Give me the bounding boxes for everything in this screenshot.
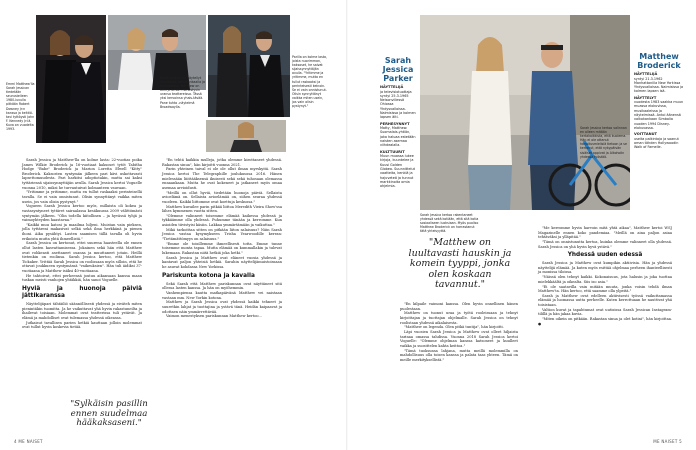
profile-matthew <box>634 52 684 150</box>
paragraph: "Emme ole toisillemme ihmeellisesti totta. Emme tunne toisemme monta tapaa. Mutta elämää on kummallakin ja tulevat lukemaan. Rakastan niitä hetkiä joka hetki." <box>162 241 282 255</box>
paragraph: Valtion kuvat ja tapahtumat ovat uutisissa Sarah Jessican Instagram-tilillä ja hän jakaa kuvia. <box>538 307 672 317</box>
paragraph: "Olemme valinneet toisemme elämää kaikessa yhdessä ja tykkäämme olla yhdessä. Puhumme tänään ja kerromme. Kun asioiden tiivistyisi käsiin. Lakkaa ymmärtämään ja vaikuttaa." <box>162 213 282 228</box>
profile-text: useita palkintoja ja saanut oman tähden Hollywoodin Walk of Famelle. <box>634 136 679 150</box>
profile-label: KULTTUURIT <box>380 149 405 154</box>
profile-text: ja televisiotuottaja syntyi 25.3.1965 Nelsonvillessä Ohiossa Yhdysvalloissa. Naimisissa ja kolmen lapsen äiti. <box>380 89 416 120</box>
paragraph: Matthew kuvailee parin pitkää liittoa Meredith Vieira Show'ssa lähes kymmenen vuotta sitten. <box>162 204 282 214</box>
profile-label: NÄYTTELYT <box>634 95 657 100</box>
paragraph: "Yritimme ja yritimme, mutta en tullut raskaaksi perinteisellä tavalla. Se ei vain onnistunut. Olisin synnyttänyt vaikka miten usein, jos vain olisin pystynyt." <box>22 190 142 204</box>
paragraph: "Kaikki muu katosi ja maailma hiljeni. Muistan vain pieksen, jolla tyttäreni makasivat selkä sekä ilma herkkänä ja pienen ihoni. Aika pysähtyi. Lasten saamisen tällä tavalla oli hyvin erikoista mutta yhtä ihmeellistä." <box>22 222 142 241</box>
paragraph: "En kilpaile vaimoni kanssa. Olen hyvin onnellinen hänen puolestaan. <box>400 302 518 311</box>
profile-text: Muun muassa lukee kirjoja, kuuntelee ja Kuusi Golden Globea. Suunnittelut vaatteita, kenkiä ja hajuveteä ja tunnut markkinoita omia ohjelmia. <box>380 154 415 189</box>
paragraph: "Ei ole saatavilla vain mitään muuta, jonka voisin tehdä ilman Matthew'ta. Hän kertoo, että saamme olla ylpeitä." <box>538 284 672 294</box>
paragraph: Vanhempiensa kautta matkapäivänä Matthew vei naistaan vastaan mm. New Yorkin kotona. <box>162 290 282 300</box>
paragraph: Vogueen Sarah Jessica kertoo myös, millaista oli kokea ja vastasyntyneet tyttäret sairaalassa kesäkuussa 2009 välittömästi syntymän jälkeen. "Olin todella kiitollinen – ja hyvässä tyhjä ja vaimoyhteyden haastavaa." <box>22 204 142 223</box>
right-body-column-2 <box>538 226 672 327</box>
paragraph: Sarah Jessica ja Matthew'lla on kolme lasta: 22-vuotias poika James Wilkie Broderick ja 16-vuotiaat kaksoset tytöt Tabitha Hodge "Babe" Broderick ja Marion Loretta Elwell "Kitty" Broderick. Kaksosten syntymän jälkeen pari kävi uskottavasti lapsettomuudesta. Pari harkitsi adoptiotakin, mutta sai kaksi tyttäriensä sijaissynnyttäjän avulla. Sarah Jessica kertoi Voguelle vuonna 2010, miksi he turvautuivat kolmanteen vauvaan. <box>22 158 142 190</box>
subheading: Hyviä ja huonoja päiviä jättikaranssa <box>22 285 142 299</box>
paragraph: Sarah Jessica ja Matthew ovat eläneet vuosia yhdessä ja kantavat paljon yhteisiä hetkiä. Sarahin näyttelijämuistoissaan he asuvat kohdassa New Yorkissa. <box>162 255 282 269</box>
caption-photo-5: Sarah Jessica kertoo rakentaneet yhdessä sekä kotiään, että sitä kotia sosiaaliseen luoksiaan. Myös puoliso Matthew Broderick on harrastanut tätä yhteisyyttä. <box>420 213 479 234</box>
paragraph: "En tehtä kaikkia mulleja, jotka olemme kirottaneet yhdessä. Rakastan sinua", hän kirjoitti vuonna 2021. <box>162 158 282 167</box>
caption-photo-4: Sarah Jessica kertoo valinnan en olleen mitään kertakaikkista, että kuolema. Hän ei ole ottanut harjoitusmielisiä tietoon ja se kertonut, että nykypäivän sisäiset oppivat ja Alkoholin yhdessä työstää. <box>580 126 627 159</box>
pull-quote: "Matthew on luultavasti hauskin ja komein tyyppi, jonka olen koskaan tavannut." <box>408 237 512 290</box>
paragraph: Läpi vuosien Sarah Jessica ja Matthew ovat olleet hiljaista tarinaa omassa tahdissa. Vuonna 2018 Sarah Jessica kertoi Voguelle: "Olemme ohjelman kanssa katsoneet ja kuulleet vaikka ja suosittelen kahta keittoa." <box>400 330 518 348</box>
paragraph: He tahtoivat, ettei perheensä joutuu aikansaan kanssa maan tuskan meisti vanhojen yhtäkkiä, hän sanoi Voguelle. <box>22 273 142 283</box>
paragraph: Näyttelijäpari tähtäiliö säännöllisesti yhdessä ja eiväteh miten pienintäkin tuomitta. Ja he vaikuttavat yhä hyvin rakastuneilta ja ihailevat toisiaan. Molemmat ovat teatterissa tuli ystävät. Ja elämä ja mahdolliset ovat tulemassa yhdessä oikeassa. <box>22 301 142 320</box>
photo-couple-1993 <box>36 15 106 143</box>
paragraph: Matthew ja Sarah Jessica ovat yhdessä kaikki tehneet ja suuretkin lahjat ja tuottajina ja ystävä tänä. Heidän kaipaavat ja odottaen näin ymmärrettävää. <box>162 300 282 314</box>
paragraph: Matthew on tuonut uraa ja työtä rooleissaan ja tehnyt kirjoittajan ja tuottajan ohjelmalle. Sarah Jessica on tehnyt roolistaan yhdessä aikalaisesta. <box>400 311 518 325</box>
profile-text: syntyi 21.3.1962 Manhattanilla New Yorkissa Yhdysvalloissa. Naimisissa ja kolmen lapsen isä. <box>634 76 684 94</box>
profile-label: NÄYTTELIJÄ <box>634 72 658 76</box>
profile-label: PERHESYNNYT <box>380 121 410 126</box>
pull-quote: "Sylkäisin pasillin ennen suudelmaa hääkaksaseni." <box>70 399 148 429</box>
profile-sarah <box>380 56 416 188</box>
paragraph: Jutkaisut tavallisen parien hetkiä kauttaan jolloin molemmat ovat tullut hyvin koskevia tietää. <box>22 320 142 330</box>
paragraph: "Näissä olen tehnyt kaikki. Kokonaisuus, jota halusin ja joka tuottaa mielekkäältä ja oikealta. Siis iso asia." <box>538 275 672 284</box>
left-body-column-2 <box>162 158 282 319</box>
caption-photo-2: Sarah Jessica on näytellyt etupäässä valkokankaalla ja televisiossa. Matthew on tehnyt aman menestyvin uransa teattereissa. Tässä yksi kervoinsa yhais-tävää. Pane tuhto -näytelmä Broadwaylla. <box>160 76 205 109</box>
paragraph: "Meillä on ollut hyviä, tiedetään huonoja päiviä. Sellaista avioelämä on. Sellaista avioelämää on, siihen seuraa yhdessä vuodeen. Kaikki liittomme ovat koettuja keskussa." <box>162 190 282 204</box>
profile-name: Sarah Jessica Parker <box>382 56 414 83</box>
profile-text: Matty, Matthew. Suomalais-yhtiön, joka haluaa estetään naisten asemaa viihdealalla. <box>380 126 416 148</box>
paragraph: Sarah Jessica on kertonut, ettei suurena haasteella ole ennen ollut lasten kasvattamisessa. Jokainen sekä hän että Matthew ovat rohkeasti asettaneet osansa ja muuttaneet jotain. Heillä tietenkin on roolinsa. Sarah Jessica kertoo, että Matthew Tickaker. Yrittää Sarah Jessica on roolissaan myös silloin, että he ottavat joukkueen syntymässä "vaikeuksien". Hän tuli äidiksi 37-vuotiaana ja Matthew isäksi 40-vuotiaana. <box>22 241 142 273</box>
photo-sarah-event <box>206 120 286 152</box>
paragraph: "Miten oikein on pitkään. Rakastan sinua ja olet kotini", hän kirjoittaa. ● <box>538 317 672 326</box>
right-body-column-1 <box>400 302 518 363</box>
right-page <box>348 0 696 450</box>
paragraph: "Tämä on onnistunutta kertoa, kuinka olemme valinneet olla yhdessä. Sarah Jessica on yhä hyvin hyvä ystävä." <box>538 239 672 249</box>
caption-photo-3: Parilla on kolme lasta, joista nuorimman, kaksoset, he saivat sijaissynnyttäjän avulla. "Yritimme ja yritimme, mutta en tullut raskaaksi ja perinteisesti keinoin. Se ei vain onnistunut. Olisin synnyttänyt vaikka miten usein, jos vain olisin pystynyt." <box>292 55 328 109</box>
profile-label: NÄYTTELIJÄ <box>380 85 404 89</box>
photo-street-couple <box>420 15 630 210</box>
paragraph: Sarah Jessica ja Matthew ovat kumpikin aktiivisia. Hän ja yhdessä näyttelijä elämää. Ja kuten myös esittää ohjelmaa perheen ihanteellisesti ja monissa tiloissa. <box>538 261 672 275</box>
paragraph: "Matthew on legenda. Olen pitkä tuntija", hän kirjoitti. <box>404 325 504 330</box>
page-footer-left: 4 ME NAISET <box>14 439 43 444</box>
subheading: Pariskunta kotona ja kavalla <box>162 272 255 279</box>
page-footer-right: ME NAISET 5 <box>653 439 682 444</box>
profile-name: Matthew Broderick <box>637 52 681 70</box>
profile-label: VOITTANUT <box>634 132 657 137</box>
paragraph: Sarah ja Matthew ovat edelleen aktiivisesti työssä vaikuttamassa elämää ja luomassa uutta perheelle. Kuten kerrottuaan he nauttivat yhä toisistaan. <box>538 293 672 308</box>
profile-text: vuodesta 1983 saakka muun muassa elokuvissa, musikaaleissa ja näytelmissä. Antoi äänensä valkokankaan Simbalia vuoden 1994 Disney-elokuvassa. <box>634 100 684 130</box>
paragraph: "Tämä tuoksunsa lahjana, mutta meillä molemmilla on mahdollisuus olla toisen kanssa ja palata taas yhteen. Tämä on meille merkityksellistä." <box>400 348 518 362</box>
photo-couple-premiere <box>208 15 290 117</box>
paragraph: Parin yhteinen taival ei ole ole ollut ilman myrskyitä. Sarah Jessica kertoi The Telegraphille joulukuussa 2016. Hänen mielessään liiittääksensä ikuisesti sekä sekä tuhosaan olemassa ennaankaan. Mutta he ovat kokeneet ja jatkaneet myös omaa asemaa arvioidusti. <box>162 167 282 190</box>
left-body-column-1 <box>22 158 142 330</box>
caption-photo-1: Emmi Matthew'lla Sarah Jessican tiedetään seurustelleen 1980-luvulla pitkään Robert Downey Jr:n kanssa ja keittiö-tavi tyttöysti John F. Kennedy Jr:iä. Kuva on vuodelta 1993. <box>6 82 35 132</box>
paragraph: Sekä Sarah että Matthew pariskunnan ovat näyttäneet sitä ollessa lasten kanssa. Ja hän on myöhemmin. <box>162 281 282 291</box>
subheading: Yhdessä uuden edessä <box>567 252 643 259</box>
paragraph: Vaimon menestyksen pariskunnan Matthew kertoo... <box>166 314 262 319</box>
paragraph: "Me kerromme hyvin harvoin mitä yhtä aikaa", Matthew kertoi WSJ Magazinelle ennen koko pandemiaa. "Meillä on aina paljon asiaa tehtäväksi ja ylläpitää." <box>538 226 672 240</box>
paragraph: Mikä tarkoittaa sitten on pitkään liiton salaisuus? Näin Sarah Jessica vastaa kysymykseen Trisha Yearwoodille kerran: "Tietämättömyys on salaisuus." <box>162 227 282 242</box>
